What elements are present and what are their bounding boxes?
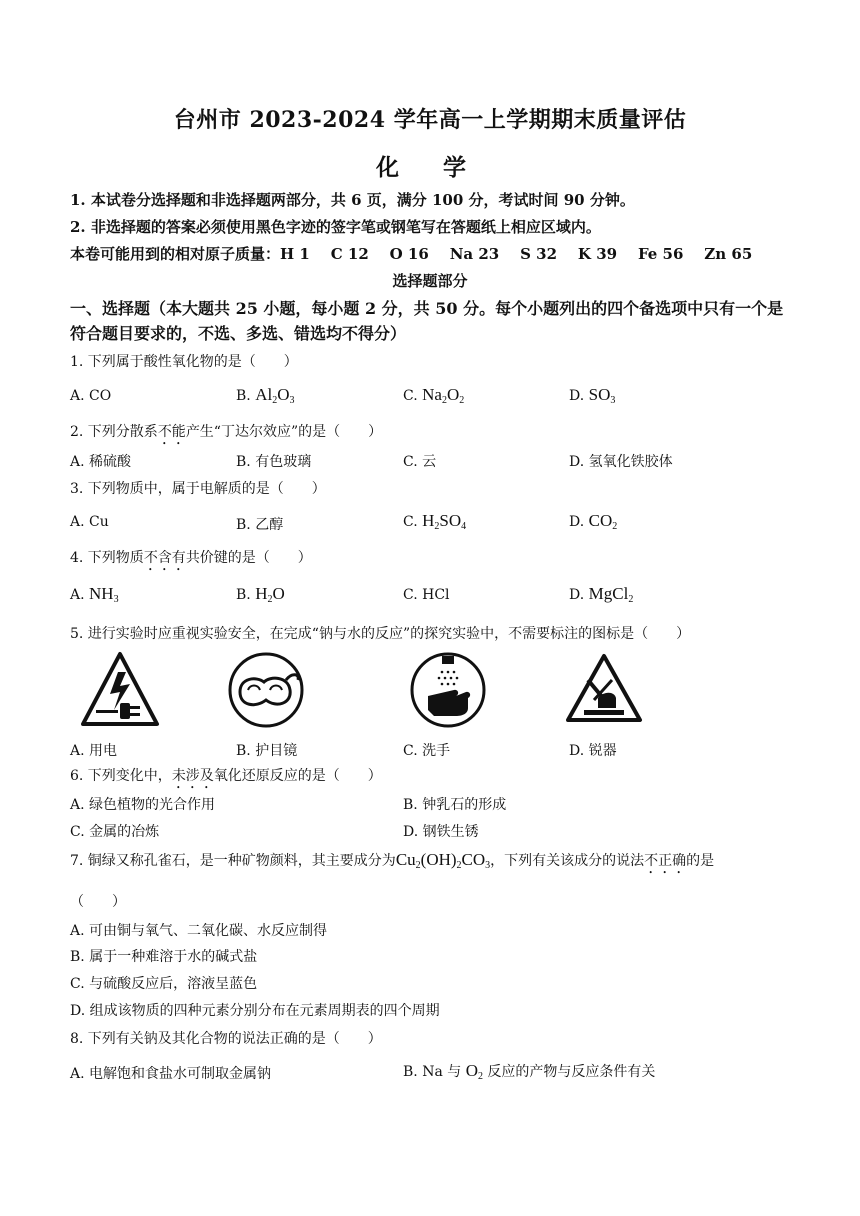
- atomic-mass-note: 本卷可能用到的相对原子质量：H 1 C 12 O 16 Na 23 S 32 K 39 Fe 56 Zn 65: [70, 245, 753, 263]
- question-1-stem: 1. 下列属于酸性氧化物的是（ ）: [70, 354, 298, 370]
- q5-option-c: C. 洗手: [403, 743, 451, 759]
- q6-option-b: B. 钟乳石的形成: [403, 797, 507, 813]
- question-2-stem: 2. 下列分散系不能产生“丁达尔效应”的是（ ）: [70, 424, 383, 440]
- q5-option-b: B. 护目镜: [236, 743, 298, 759]
- hand-washing-icon: [408, 650, 488, 730]
- part-one-instructions: 一、选择题（本大题共 25 小题，每小题 2 分，共 50 分。每个小题列出的四个备选项中只有一个是符合题目要求的，不选、多选、错选均不得分）: [70, 299, 784, 343]
- q6-option-d: D. 钢铁生锈: [403, 824, 479, 840]
- q6-option-c: C. 金属的冶炼: [70, 824, 160, 840]
- sharp-objects-icon: [564, 650, 644, 730]
- q3-option-b: B. 乙醇: [236, 517, 284, 533]
- q5-option-a: A. 用电: [70, 743, 118, 759]
- question-7-answer-paren: （ ）: [70, 894, 126, 910]
- q2-option-a: A. 稀硫酸: [70, 454, 132, 470]
- q3-option-a: A. Cu: [70, 514, 109, 530]
- q4-option-d: D. MgCl$_2$: [569, 584, 634, 605]
- q2-option-c: C. 云: [403, 454, 437, 470]
- section-title: 选择题部分: [392, 272, 468, 290]
- question-8-stem: 8. 下列有关钠及其化合物的说法正确的是（ ）: [70, 1031, 382, 1047]
- q3-option-c: C. $H_2SO_4$: [403, 511, 467, 532]
- q1-option-a: A. CO: [70, 388, 112, 404]
- q6-option-a: A. 绿色植物的光合作用: [70, 797, 216, 813]
- electricity-warning-icon: [80, 650, 160, 730]
- q7-option-c: C. 与硫酸反应后，溶液呈蓝色: [70, 976, 258, 992]
- q4-option-b: B. $H_2O$: [236, 584, 285, 605]
- q1-option-d: D. $SO_3$: [569, 385, 616, 406]
- q1-option-c: C. $Na_2O_2$: [403, 385, 465, 406]
- q3-option-d: D. $CO_2$: [569, 511, 618, 532]
- q5-option-d: D. 锐器: [569, 743, 617, 759]
- goggles-icon: [226, 650, 306, 730]
- instruction-1: 1. 本试卷分选择题和非选择题两部分，共 6 页，满分 100 分，考试时间 90 分钟。: [70, 191, 635, 209]
- q8-option-a: A. 电解饱和食盐水可制取金属钠: [70, 1066, 272, 1082]
- q7-option-a: A. 可由铜与氧气、二氧化碳、水反应制得: [70, 923, 328, 939]
- q2-option-b: B. 有色玻璃: [236, 454, 312, 470]
- q1-option-b: B. $Al_2O_3$: [236, 385, 295, 406]
- q7-option-d: D. 组成该物质的四种元素分别分布在元素周期表的四个周期: [70, 1003, 440, 1019]
- instruction-2: 2. 非选择题的答案必须使用黑色字迹的签字笔或钢笔写在答题纸上相应区域内。: [70, 218, 601, 236]
- q2-option-d: D. 氢氧化铁胶体: [569, 454, 673, 470]
- question-5-stem: 5. 进行实验时应重视实验安全，在完成“钠与水的反应”的探究实验中，不需要标注的图标是（ ）: [70, 626, 691, 642]
- question-4-stem: 4. 下列物质不含有共价键的是（ ）: [70, 550, 312, 566]
- q4-option-a: A. $NH_3$: [70, 584, 119, 605]
- q8-option-b: B. Na 与 $O_2$ 反应的产物与反应条件有关: [403, 1061, 656, 1082]
- question-7-stem: 7. 铜绿又称孔雀石，是一种矿物颜料，其主要成分为$Cu_2(OH)_2CO_3$，下列有关该成分的说法不正确的是: [70, 850, 715, 871]
- q7-option-b: B. 属于一种难溶于水的碱式盐: [70, 949, 258, 965]
- question-6-stem: 6. 下列变化中，未涉及氧化还原反应的是（ ）: [70, 768, 382, 784]
- subject-title: 化 学: [375, 154, 484, 181]
- q4-option-c: C. HCl: [403, 587, 450, 603]
- question-3-stem: 3. 下列物质中，属于电解质的是（ ）: [70, 481, 326, 497]
- exam-title: 台州市 2023-2024 学年高一上学期期末质量评估: [173, 107, 687, 133]
